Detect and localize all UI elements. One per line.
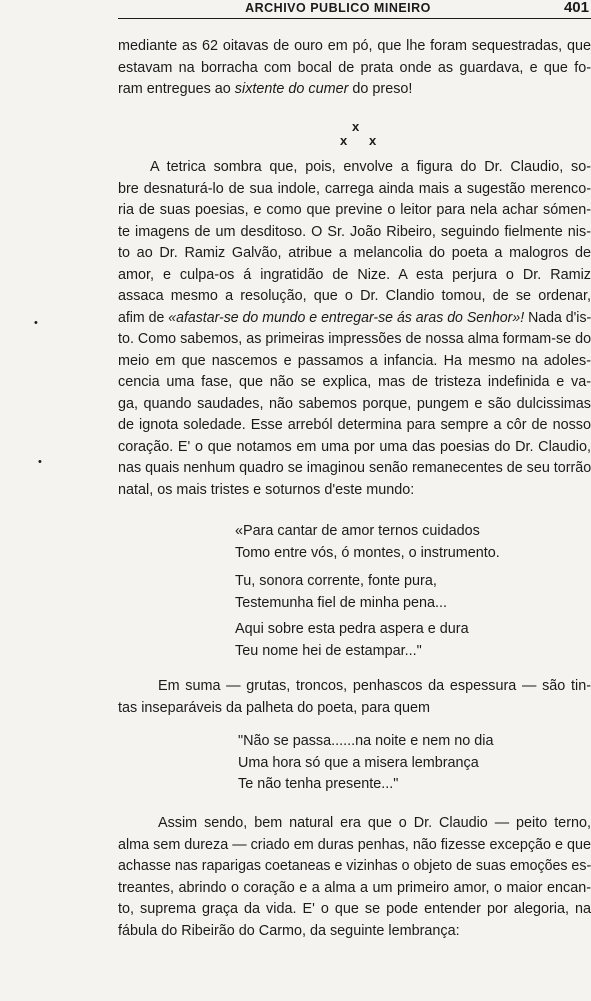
text-line: [118, 308, 591, 330]
text-line: bre desnaturá-lo de sua indole, carrega ainda mais a sugestão merenco-: [118, 180, 591, 197]
text-line: fábula do Ribeirão do Carmo, da seguinte lembrança:: [118, 922, 460, 939]
paragraph-3: [118, 676, 591, 719]
verse-line: «Para cantar de amor ternos cuidados: [235, 523, 480, 539]
verse-stanza: [235, 521, 575, 564]
text-line: to, suprema graça da vida. E' o que se pode entender por alegoria, na: [118, 901, 591, 917]
text-segment: ram entregues ao: [118, 81, 235, 97]
text-line: mediante as 62 oitavas de ouro em pó, que lhe foram sequestradas, que: [118, 38, 591, 54]
text-line: to ao Dr. Ramiz Galvão, atribue a melancolia do poeta a malogros de: [118, 245, 591, 261]
paragraph-1: [118, 36, 591, 101]
running-header: [118, 0, 591, 19]
section-separator-mark: x: [352, 119, 360, 134]
text-line: assaca mesmo a resolução, que o Dr. Clandio tomou, de se ordenar,: [118, 288, 591, 304]
text-line: amor, e culpa-os á ingratidão de Nize. A esta perjura o Dr. Ramiz: [118, 266, 591, 283]
text-line: Em suma — grutas, troncos, penhascos da espessura — são tin-: [158, 678, 591, 694]
journal-title: ARCHIVO PUBLICO MINEIRO: [245, 1, 431, 15]
text-line: ga, quando saudades, não sabemos porque, pungem e são dulcissimas: [118, 395, 591, 412]
text-segment: Nada d'is-: [524, 309, 591, 326]
verse-line: Teu nome hei de estampar...": [235, 642, 422, 659]
text-line: nas quais nenhum quadro se imaginou senão remanecentes de seu torrão: [118, 460, 591, 476]
section-separator-mark: x: [340, 133, 348, 148]
verse-line: Testemunha fiel de minha pena...: [235, 594, 447, 611]
text-line: meio em que nascemos e passamos a infancia. Ha mesmo na adoles-: [118, 352, 591, 369]
verse-line: Aqui sobre esta pedra aspera e dura: [235, 621, 469, 637]
text-line: estavam na borracha com bocal de prata onde as guardava, e que fo-: [118, 59, 591, 76]
text-line: de ignota soledade. Esse arreból determina para sempre a côr de nosso: [118, 417, 591, 433]
verse-stanza: [235, 571, 575, 614]
text-line: achasse nas raparigas coetaneas e vizinhas o objeto de suas emoções es-: [118, 858, 591, 874]
paragraph-4: [118, 813, 591, 942]
text-line: [118, 79, 591, 101]
text-line: treantes, abrindo o coração e a alma a um primeiro amor, o maior encan-: [118, 879, 591, 896]
verse-line: "Não se passa......na noite e nem no dia: [238, 733, 494, 749]
text-line: cencia uma fase, que não se explica, mas de tristeza indefinida e va-: [118, 374, 591, 390]
page-number: 401: [563, 0, 589, 16]
section-separator-mark: x: [369, 133, 377, 148]
verse-stanza: [238, 731, 578, 796]
text-segment: afim de: [118, 309, 169, 326]
verse-line: Tomo entre vós, ó montes, o instrumento.: [235, 544, 500, 561]
verse-line: Tu, sonora corrente, fonte pura,: [235, 573, 437, 589]
italic-phrase: sixtente do cumer: [234, 81, 349, 97]
text-line: coração. E' o que notamos em uma por uma das poesias do Dr. Claudio,: [118, 438, 591, 455]
text-line: natal, os mais tristes e soturnos d'este mundo:: [118, 481, 415, 498]
text-line: tas inseparáveis da palheta do poeta, para quem: [118, 699, 431, 716]
verse-line: Uma hora só que a misera lembrança: [238, 754, 479, 771]
paragraph-2: [118, 157, 591, 501]
text-line: A tetrica sombra que, pois, envolve a figura do Dr. Claudio, so-: [150, 159, 591, 175]
verse-line: Te não tenha presente...": [238, 776, 399, 792]
italic-phrase: «afastar-se do mundo e entregar-se ás aras do Senhor»!: [168, 309, 525, 326]
margin-mark: •: [34, 317, 38, 329]
verse-stanza: [235, 619, 575, 662]
text-line: te imagens de um desditoso. O Sr. João Ribeiro, seguindo fielmente nis-: [118, 223, 591, 240]
text-line: to. Como sabemos, as primeiras impressões de nossa alma formam-se do: [118, 331, 591, 347]
text-line: ria de suas poesias, e como que previne o leitor para nela achar sómen-: [118, 202, 591, 218]
text-line: Assim sendo, bem natural era que o Dr. Claudio — peito terno,: [158, 815, 591, 831]
text-line: alma sem dureza — criado em duras penhas, não fizesse excepção e que: [118, 836, 591, 853]
margin-mark: •: [38, 456, 42, 468]
text-segment: do preso!: [348, 81, 413, 97]
